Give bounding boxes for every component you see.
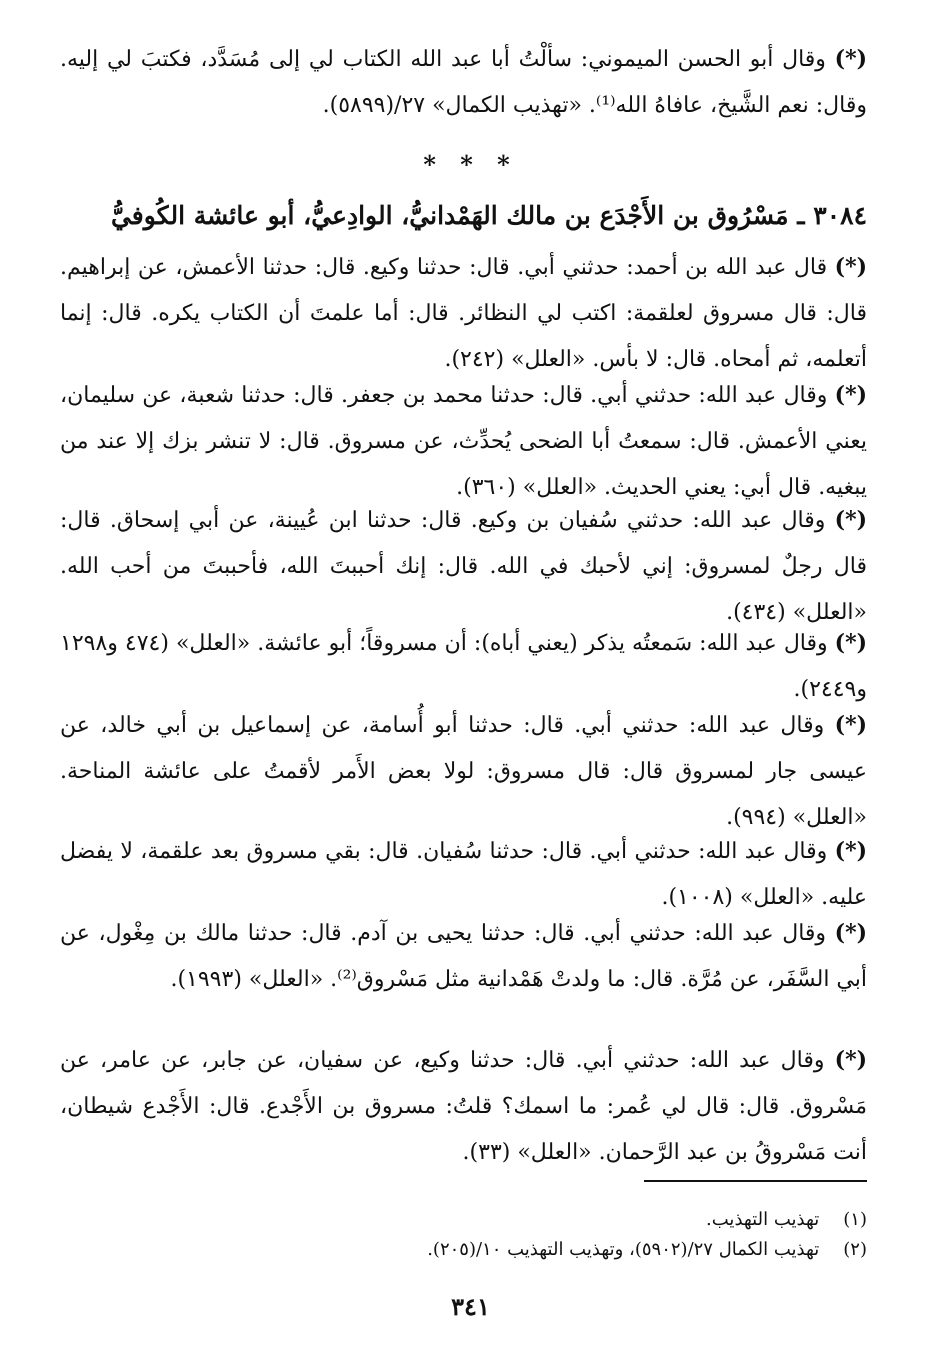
paragraph-3 — [60, 497, 867, 636]
paragraph-text: وقال عبد الله: حدثني أبي. قال: حدثنا يحيى بن آدم. قال: حدثنا مالك بن مِغْول، عن أبي السَّفَر، عن مُرَّة. قال: ما ولدتْ هَمْدانية مثل مَسْروق⁽²⁾. «العلل» (١٩٩٣). — [60, 921, 867, 992]
footnote-1 — [74, 1206, 867, 1234]
entry-heading: ٣٠٨٤ ـ مَسْرُوق بن الأَجْدَع بن مالك الهَمْدانيُّ، الوادِعيُّ، أبو عائشة الكُوفيُّ — [110, 201, 867, 230]
paragraph-text: وقال عبد الله: حدثني أبي. قال: حدثنا وكيع، عن سفيان، عن جابر، عن عامر، عن مَسْروق. قال: قال لي عُمر: ما اسمك؟ قلتُ: مسروق بن الأَجْدع. قال: الأَجْدع شيطان، أنت مَسْروقُ بن عبد الرَّحمان. «العلل» (٣٣). — [60, 1048, 867, 1165]
paragraph-1 — [60, 244, 867, 383]
paragraph-8 — [60, 1037, 867, 1176]
footnote-number: (١) — [843, 1209, 867, 1230]
paragraph-text: وقال عبد الله: حدثني أبي. قال: حدثنا أبو أُسامة، عن إسماعيل بن أبي خالد، عن عيسى جار لمسروق قال: قال مسروق: لولا بعض الأَمر لأقمتُ على عائشة المناحة. «العلل» (٩٩٤). — [60, 713, 867, 830]
paragraph-marker: (*) — [834, 254, 867, 280]
paragraph-7 — [60, 910, 867, 1003]
paragraph-2 — [60, 372, 867, 511]
paragraph-marker: (*) — [834, 712, 867, 738]
paragraph-6 — [60, 828, 867, 921]
footnote-number: (٢) — [843, 1239, 867, 1260]
footnote-text: تهذيب الكمال ٢٧/(٥٩٠٢)، وتهذيب التهذيب ١٠/(٢٠٥). — [427, 1239, 820, 1260]
paragraph-5 — [60, 702, 867, 841]
paragraph-text: وقال عبد الله: حدثني أبي. قال: حدثنا محمد بن جعفر. قال: حدثنا شعبة، عن سليمان، يعني الأعمش. قال: سمعتُ أبا الضحى يُحدِّث، عن مسروق. قال: لا تنشر بزك إلا عند من يبغيه. قال أبي: يعني الحديث. «العلل» (٣٦٠). — [60, 383, 868, 500]
paragraph-4 — [60, 620, 867, 713]
paragraph-text: وقال أبو الحسن الميموني: سألْتُ أبا عبد الله الكتاب لي إلى مُسَدَّد، فكتبَ لي إليه. وقال: نعم الشَّيخ، عافاهُ الله⁽¹⁾. «تهذيب الكمال» ٢٧/(٥٨٩٩). — [60, 47, 867, 118]
paragraph-text: وقال عبد الله: حدثني أبي. قال: حدثنا سُفيان. قال: بقي مسروق بعد علقمة، لا يفضل عليه. «العلل» (١٠٠٨). — [60, 839, 867, 910]
paragraph-marker: (*) — [834, 838, 867, 864]
intro-paragraph — [60, 36, 867, 129]
paragraph-marker: (*) — [834, 630, 867, 656]
paragraph-marker: (*) — [834, 382, 867, 408]
footnote-2 — [74, 1236, 867, 1264]
paragraph-text: قال عبد الله بن أحمد: حدثني أبي. قال: حدثنا وكيع. قال: حدثنا الأعمش، عن إبراهيم. قال: قال مسروق لعلقمة: اكتب لي النظائر. قال: أما علمتَ أن الكتاب يكره. قال: إنما أتعلمه، ثم أمحاه. قال: لا بأس. «العلل» (٢٤٢). — [60, 255, 867, 372]
footnote-divider — [644, 1180, 867, 1182]
paragraph-marker: (*) — [834, 507, 867, 533]
page-number: ٣٤١ — [451, 1292, 490, 1321]
paragraph-text: وقال عبد الله: حدثني سُفيان بن وكيع. قال: حدثنا ابن عُيينة، عن أبي إسحاق. قال: قال رجلٌ لمسروق: إني لأحبك في الله. قال: إنك أحببتَ الله، فأحببتَ من أحب الله. «العلل» (٤٣٤). — [60, 508, 867, 625]
paragraph-marker: (*) — [834, 1047, 867, 1073]
paragraph-text: وقال عبد الله: سَمعتُه يذكر (يعني أباه): أن مسروقاً؛ أبو عائشة. «العلل» (٤٧٤ و١٢٩٨ و٢٤٤٩). — [60, 631, 867, 702]
section-separator: * * * — [423, 150, 518, 179]
footnote-text: تهذيب التهذيب. — [706, 1209, 820, 1230]
paragraph-marker: (*) — [834, 46, 867, 72]
paragraph-marker: (*) — [834, 920, 867, 946]
